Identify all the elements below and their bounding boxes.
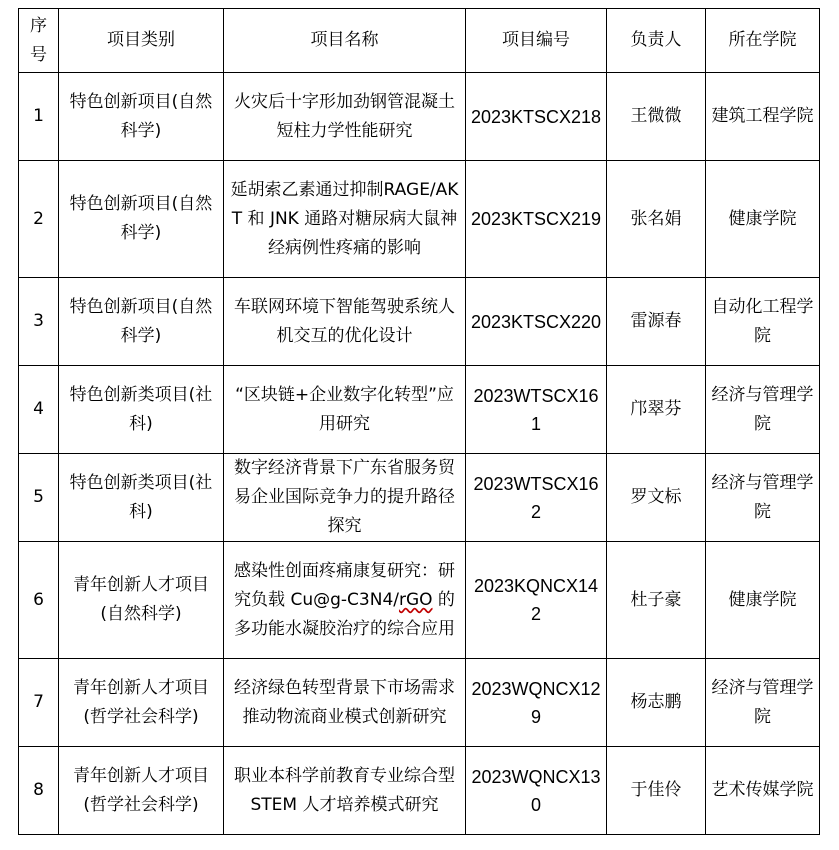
cell-name: [224, 542, 466, 659]
table-row: [19, 747, 820, 835]
header-index: 序号: [19, 9, 59, 73]
table-row: [19, 366, 820, 454]
cell-code: 2023WQNCX129: [466, 659, 607, 747]
header-code: 项目编号: [466, 9, 607, 73]
cell-name: 数字经济背景下广东省服务贸易企业国际竞争力的提升路径探究: [224, 454, 466, 542]
cell-name: 经济绿色转型背景下市场需求推动物流商业模式创新研究: [224, 659, 466, 747]
cell-college: 艺术传媒学院: [706, 747, 820, 835]
cell-college: 经济与管理学院: [706, 454, 820, 542]
table-row: [19, 278, 820, 366]
cell-leader: 罗文标: [607, 454, 706, 542]
cell-index: 7: [19, 659, 59, 747]
cell-college: 健康学院: [706, 161, 820, 278]
cell-college: 经济与管理学院: [706, 366, 820, 454]
cell-name: “区块链+企业数字化转型”应用研究: [224, 366, 466, 454]
cell-code: 2023KTSCX218: [466, 73, 607, 161]
cell-code: 2023WTSCX161: [466, 366, 607, 454]
cell-index: 2: [19, 161, 59, 278]
header-name: 项目名称: [224, 9, 466, 73]
cell-category: 青年创新人才项目(自然科学): [59, 542, 224, 659]
cell-category: 青年创新人才项目(哲学社会科学): [59, 747, 224, 835]
cell-leader: 张名娟: [607, 161, 706, 278]
table-row: [19, 454, 820, 542]
cell-category: 特色创新项目(自然科学): [59, 278, 224, 366]
cell-college: 经济与管理学院: [706, 659, 820, 747]
cell-college: 健康学院: [706, 542, 820, 659]
cell-code: 2023WTSCX162: [466, 454, 607, 542]
cell-code: 2023WQNCX130: [466, 747, 607, 835]
cell-index: 6: [19, 542, 59, 659]
table-row: [19, 161, 820, 278]
header-leader: 负责人: [607, 9, 706, 73]
cell-category: 特色创新类项目(社科): [59, 454, 224, 542]
name-prefix: 感染性创面疼痛康复研究：研究负载 Cu@g-C3N4/: [234, 560, 455, 610]
cell-leader: 杨志鹏: [607, 659, 706, 747]
cell-leader: 杜子豪: [607, 542, 706, 659]
name-suffix: 的多功能水凝胶治疗的综合应用: [234, 589, 455, 639]
cell-name: 火灾后十字形加劲钢管混凝土短柱力学性能研究: [224, 73, 466, 161]
cell-name: 职业本科学前教育专业综合型 STEM 人才培养模式研究: [224, 747, 466, 835]
cell-leader: 王微微: [607, 73, 706, 161]
header-college: 所在学院: [706, 9, 820, 73]
cell-college: 自动化工程学院: [706, 278, 820, 366]
cell-leader: 邝翠芬: [607, 366, 706, 454]
cell-category: 青年创新人才项目(哲学社会科学): [59, 659, 224, 747]
cell-index: 8: [19, 747, 59, 835]
cell-category: 特色创新项目(自然科学): [59, 161, 224, 278]
cell-index: 4: [19, 366, 59, 454]
cell-index: 3: [19, 278, 59, 366]
cell-college: 建筑工程学院: [706, 73, 820, 161]
cell-category: 特色创新类项目(社科): [59, 366, 224, 454]
cell-code: 2023KQNCX142: [466, 542, 607, 659]
cell-leader: 雷源春: [607, 278, 706, 366]
cell-index: 5: [19, 454, 59, 542]
cell-name: 车联网环境下智能驾驶系统人机交互的优化设计: [224, 278, 466, 366]
cell-index: 1: [19, 73, 59, 161]
cell-code: 2023KTSCX220: [466, 278, 607, 366]
cell-name: 延胡索乙素通过抑制RAGE/AKT 和 JNK 通路对糖尿病大鼠神经病例性疼痛的影响: [224, 161, 466, 278]
table-row: [19, 542, 820, 659]
spellcheck-flagged-text: rGO: [398, 589, 433, 610]
cell-category: 特色创新项目(自然科学): [59, 73, 224, 161]
cell-leader: 于佳伶: [607, 747, 706, 835]
table-header-row: [19, 9, 820, 73]
table-row: [19, 659, 820, 747]
cell-code: 2023KTSCX219: [466, 161, 607, 278]
project-table: [18, 8, 820, 835]
table-row: [19, 73, 820, 161]
header-category: 项目类别: [59, 9, 224, 73]
